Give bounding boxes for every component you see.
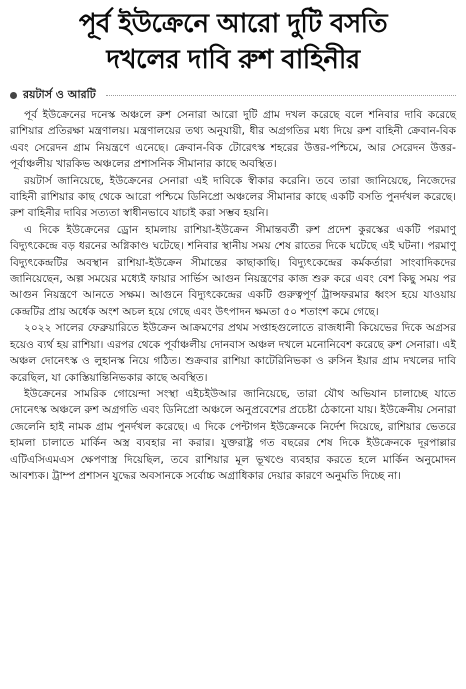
paragraph-4: ২০২২ সালের ফেব্রুয়ারিতে ইউক্রেন আক্রমণের প্রথম সপ্তাহগুলোতে রাজধানী কিয়েভের দিকে অগ্রসর হয়েও ব্যর্থ হয় রাশিয়া। এরপর থেকে পূর্বাঞ্চলীয় দোনবাস অঞ্চল দখলে মনোনিবেশ করেছে রুশ সেনারা। এই অঞ্চল দোনেৎস্ক ও লুহানস্ক নিয়ে গঠিত। শুক্রবার রাশিয়া কাটেরিনিভকা ও রুসিন ইয়ার গ্রাম দখলের দাবি করেছিল, যা কোস্তিয়ান্তিনিভকার কাছে অবস্থিত। <box>10 322 456 384</box>
dotted-divider <box>106 95 456 96</box>
paragraph-1: পূর্ব ইউক্রেনের দনেস্ক অঞ্চলে রুশ সেনারা আরো দুটি গ্রাম দখল করেছে বলে শনিবার দাবি করেছে রাশিয়ার প্রতিরক্ষা মন্ত্রণালয়। মন্ত্রণালয়ের তথ্য অনুযায়ী, ধীর অগ্রগতির মধ্য দিয়ে রুশ বাহিনী ক্রেবান-বিক এবং সেরেদন গ্রাম নিয়ন্ত্রণে এনেছে। ক্রেবান-বিক টোরেৎস্ক শহরের উত্তর-পশ্চিমে, আর সেরেদন উত্তর-পূর্বাঞ্চলীয় খারকিভ অঞ্চলের প্রশাসনিক সীমানার কাছে অবস্থিত। <box>10 109 456 171</box>
article-body <box>10 107 456 484</box>
paragraph-2: রয়টার্স জানিয়েছে, ইউক্রেনের সেনারা এই দাবিকে স্বীকার করেনি। তবে তারা জানিয়েছে, নিজেদের বাহিনী রাশিয়ার কাছ থেকে আরো পশ্চিমে ডিনিপ্রো অঞ্চলের সীমানার কাছে একটি বসতি পুনর্দখল করেছে। রুশ বাহিনীর দাবির সত্যতা স্বাধীনভাবে যাচাই করা সম্ভব হয়নি। <box>10 174 456 220</box>
bullet-icon <box>10 92 17 99</box>
headline-line-2: দখলের দাবি রুশ বাহিনীর <box>106 45 360 75</box>
paragraph-3: এ দিকে ইউক্রেনের ড্রোন হামলায় রাশিয়া-ইউক্রেন সীমান্তবর্তী রুশ প্রদেশ কুরস্কের একটি পরমাণু বিদ্যুৎকেন্দ্রে বড় ধরনের অগ্নিকাণ্ড ঘটেছে। শনিবার স্থানীয় সময় শেষ রাতের দিকে ঘটেছে এই ঘটনা। পরমাণু বিদ্যুৎকেন্দ্রটির অবস্থান রাশিয়া-ইউক্রেন সীমান্তের কাছাকাছি। বিদ্যুৎকেন্দ্রের কর্মকর্তারা সাংবাদিকদের জানিয়েছেন, অল্প সময়ের মধ্যেই ফায়ার সার্ভিস আগুন নিয়ন্ত্রণের কাজ শুরু করে এবং বেশ কিছু সময় পর আগুন নিয়ন্ত্রণে আনতে সক্ষম। আগুনে বিদ্যুৎকেন্দ্রের একটি গুরুত্বপূর্ণ ট্রান্সফরমার ধ্বংস হয়ে যাওয়ায় কেন্দ্রটির প্রায় অর্ধেক অংশ অচল হয়ে গেছে এবং উৎপাদন ক্ষমতা ৫০ শতাংশ কমে গেছে। <box>10 223 456 318</box>
paragraph-5: ইউক্রেনের সামরিক গোয়েন্দা সংস্থা এইচইউআর জানিয়েছে, তারা যৌথ অভিযান চালাচ্ছে যাতে দোনেৎস্ক অঞ্চলে রুশ অগ্রগতি এবং ডিনিপ্রো অঞ্চলে অনুপ্রবেশের প্রচেষ্টা ঠেকানো যায়। ইউক্রেনীয় সেনারা জেলেনি হাই নামক গ্রাম পুনর্দখল করেছে। এ দিকে পেন্টাগন ইউক্রেনকে নির্দেশ দিয়েছে, রাশিয়ার ভেতরে হামলা চালাতে মার্কিন অস্ত্র ব্যবহার না করার। যুক্তরাষ্ট্র গত বছরের শেষ দিকে ইউক্রেনকে দূরপাল্লার এটিএসিএমএস ক্ষেপণাস্ত্র দিয়েছিল, তবে রাশিয়ার মূল ভূখণ্ডে ব্যবহার করতে হলে মার্কিন অনুমোদন আবশ্যক। ট্রাম্প প্রশাসন যুদ্ধের অবসানকে সর্বোচ্চ অগ্রাধিকার দেয়ার কারণে অনুমতি দিচ্ছে না। <box>10 387 456 482</box>
byline-source: রয়টার্স ও আরটি <box>23 88 96 101</box>
byline <box>10 86 456 105</box>
headline-line-1: পূর্ব ইউক্রেনে আরো দুটি বসতি <box>78 9 388 39</box>
headline <box>10 6 456 78</box>
